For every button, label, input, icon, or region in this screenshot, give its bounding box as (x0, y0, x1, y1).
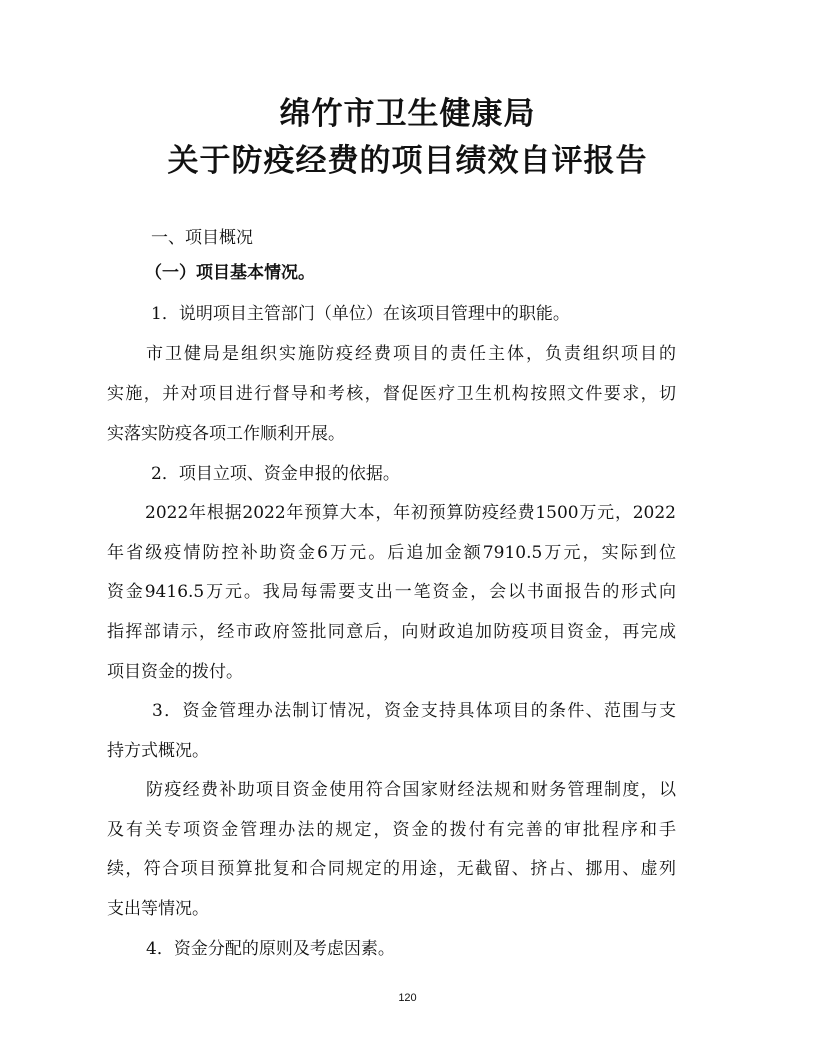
item2-paragraph-line-5: 项目资金的拨付。 (107, 662, 243, 682)
item3-paragraph-line-1: 防疫经费补助项目资金使用符合国家财经法规和财务管理制度，以 (146, 780, 676, 800)
item1-paragraph-line-2: 实施，并对项目进行督导和考核，督促医疗卫生机构按照文件要求，切 (107, 384, 676, 404)
document-title-line-2: 关于防疫经费的项目绩效自评报告 (167, 143, 648, 179)
item3-paragraph-line-2: 及有关专项资金管理办法的规定，资金的拨付有完善的审批程序和手 (107, 820, 676, 840)
item-heading-1: 1．说明项目主管部门（单位）在该项目管理中的职能。 (151, 304, 570, 324)
page-number: 120 (398, 992, 417, 1004)
item-heading-3-line-2: 持方式概况。 (107, 741, 209, 761)
item3-paragraph-line-3: 续，符合项目预算批复和合同规定的用途，无截留、挤占、挪用、虚列 (107, 859, 676, 879)
item3-paragraph-line-4: 支出等情况。 (107, 899, 209, 919)
item2-paragraph-line-3: 资金9416.5万元。我局每需要支出一笔资金，会以书面报告的形式向 (107, 582, 676, 602)
document-title-line-1: 绵竹市卫生健康局 (279, 96, 536, 132)
item1-paragraph-line-3: 实落实防疫各项工作顺利开展。 (107, 424, 345, 444)
item1-paragraph-line-1: 市卫健局是组织实施防疫经费项目的责任主体，负责组织项目的 (146, 344, 676, 364)
item-heading-4: 4．资金分配的原则及考虑因素。 (146, 939, 395, 959)
section-heading-project-overview: 一、项目概况 (151, 228, 253, 248)
subsection-heading-basic-info: （一）项目基本情况。 (145, 263, 315, 283)
item2-paragraph-line-1: 2022年根据2022年预算大本，年初预算防疫经费1500万元，2022 (145, 503, 676, 523)
item-heading-3-line-1: 3．资金管理办法制订情况，资金支持具体项目的条件、范围与支 (152, 701, 676, 721)
item2-paragraph-line-2: 年省级疫情防控补助资金6万元。后追加金额7910.5万元，实际到位 (107, 543, 676, 563)
item2-paragraph-line-4: 指挥部请示，经市政府签批同意后，向财政追加防疫项目资金，再完成 (107, 622, 676, 642)
item-heading-2: 2．项目立项、资金申报的依据。 (151, 464, 400, 484)
